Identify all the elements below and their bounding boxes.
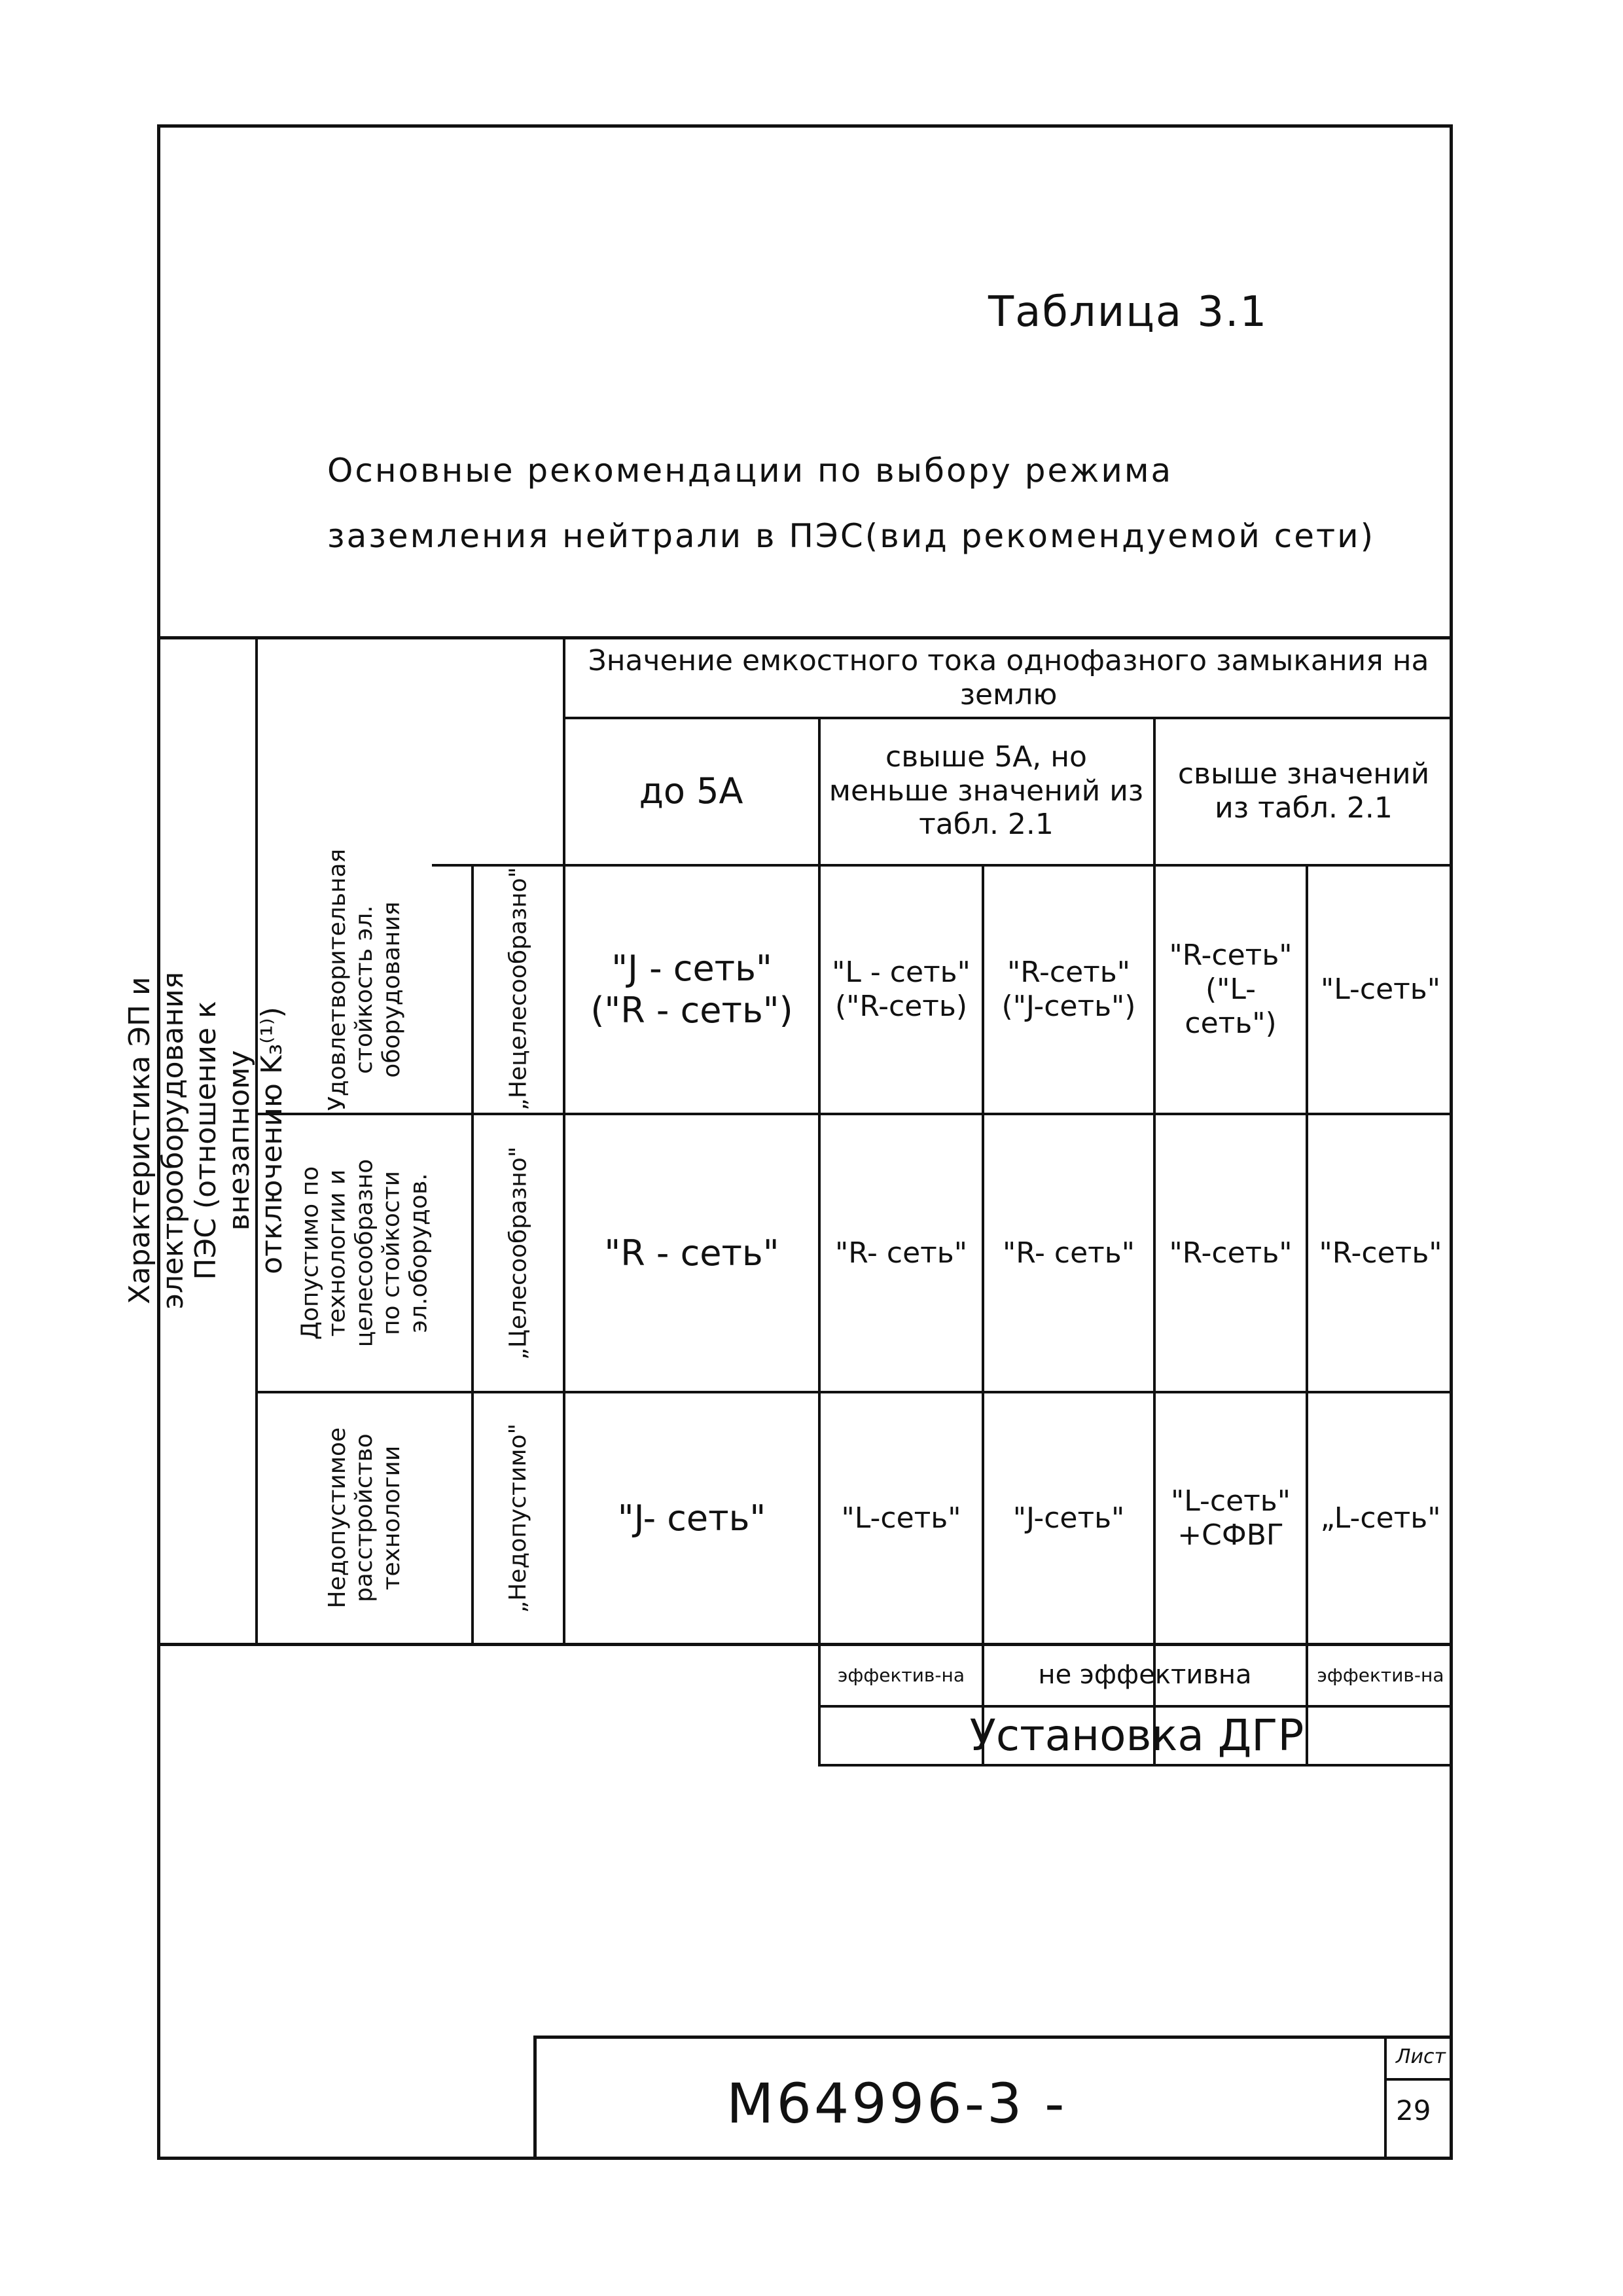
side-main-label: Характеристика ЭП и электрооборудования ПЭС (отношение к внезапному отключению K₃⁽¹⁾)	[123, 971, 289, 1310]
row-2-feasibility: „Целесообразно"	[505, 1146, 532, 1360]
sheet-label: Лист	[1396, 2045, 1446, 2068]
row-1-feasibility: „Нецелесообразно"	[505, 867, 532, 1111]
cell-r2-c2: "R- сеть"	[835, 1236, 967, 1270]
title-line-1: Основные рекомендации по выбору режима	[327, 452, 1173, 490]
cell-r1-c1: "J - сеть" ("R - сеть")	[590, 948, 793, 1031]
title-line-2: заземления нейтрали в ПЭС(вид рекомендуемой сети)	[327, 517, 1376, 555]
cell-r3-c3: "J-сеть"	[1012, 1501, 1125, 1535]
cell-r2-c1: "R - сеть"	[604, 1232, 779, 1274]
cell-r1-c4: "R-сеть" ("L-сеть")	[1169, 939, 1293, 1040]
cell-r2-c3: "R- сеть"	[1003, 1236, 1135, 1270]
cell-r3-c1: "J- сеть"	[617, 1497, 766, 1539]
cell-r1-c2: "L - сеть" ("R-сеть)	[832, 956, 971, 1023]
header-col-1: до 5А	[639, 770, 743, 812]
cell-r3-c2: "L-сеть"	[841, 1501, 961, 1535]
row-1-category: Удовлетворительная стойкость эл. оборудования	[323, 848, 405, 1111]
cell-r1-c5: "L-сеть"	[1321, 973, 1440, 1007]
sheet-number: 29	[1396, 2094, 1431, 2126]
effect-left: эффектив-на	[838, 1664, 965, 1687]
cell-r2-c4: "R-сеть"	[1169, 1236, 1293, 1270]
header-main-group: Значение емкостного тока однофазного замыкания на землю	[588, 644, 1429, 711]
row-3-category: Недопустимое расстройство технологии	[323, 1427, 405, 1609]
table-number: Таблица 3.1	[988, 288, 1268, 336]
effect-middle: не эффективна	[1038, 1660, 1252, 1691]
cell-r3-c5: „L-сеть"	[1320, 1501, 1441, 1535]
header-col-2: свыше 5А, но меньше значений из табл. 2.1	[829, 740, 1144, 842]
cell-r2-c5: "R-сеть"	[1319, 1236, 1442, 1270]
effect-right: эффектив-на	[1317, 1664, 1444, 1687]
dgr-label: Установка ДГР	[969, 1710, 1304, 1761]
row-3-feasibility: „Недопустимо"	[505, 1423, 532, 1613]
header-col-3: свыше значений из табл. 2.1	[1177, 757, 1430, 825]
row-2-category: Допустимо по технологии и целесообразно по стойкости эл.оборудов.	[296, 1158, 433, 1348]
cell-r3-c4: "L-сеть" +СФВГ	[1171, 1484, 1291, 1552]
cell-r1-c3: "R-сеть" ("J-сеть")	[1001, 956, 1136, 1023]
document-code: М64996-3 -	[726, 2072, 1067, 2136]
